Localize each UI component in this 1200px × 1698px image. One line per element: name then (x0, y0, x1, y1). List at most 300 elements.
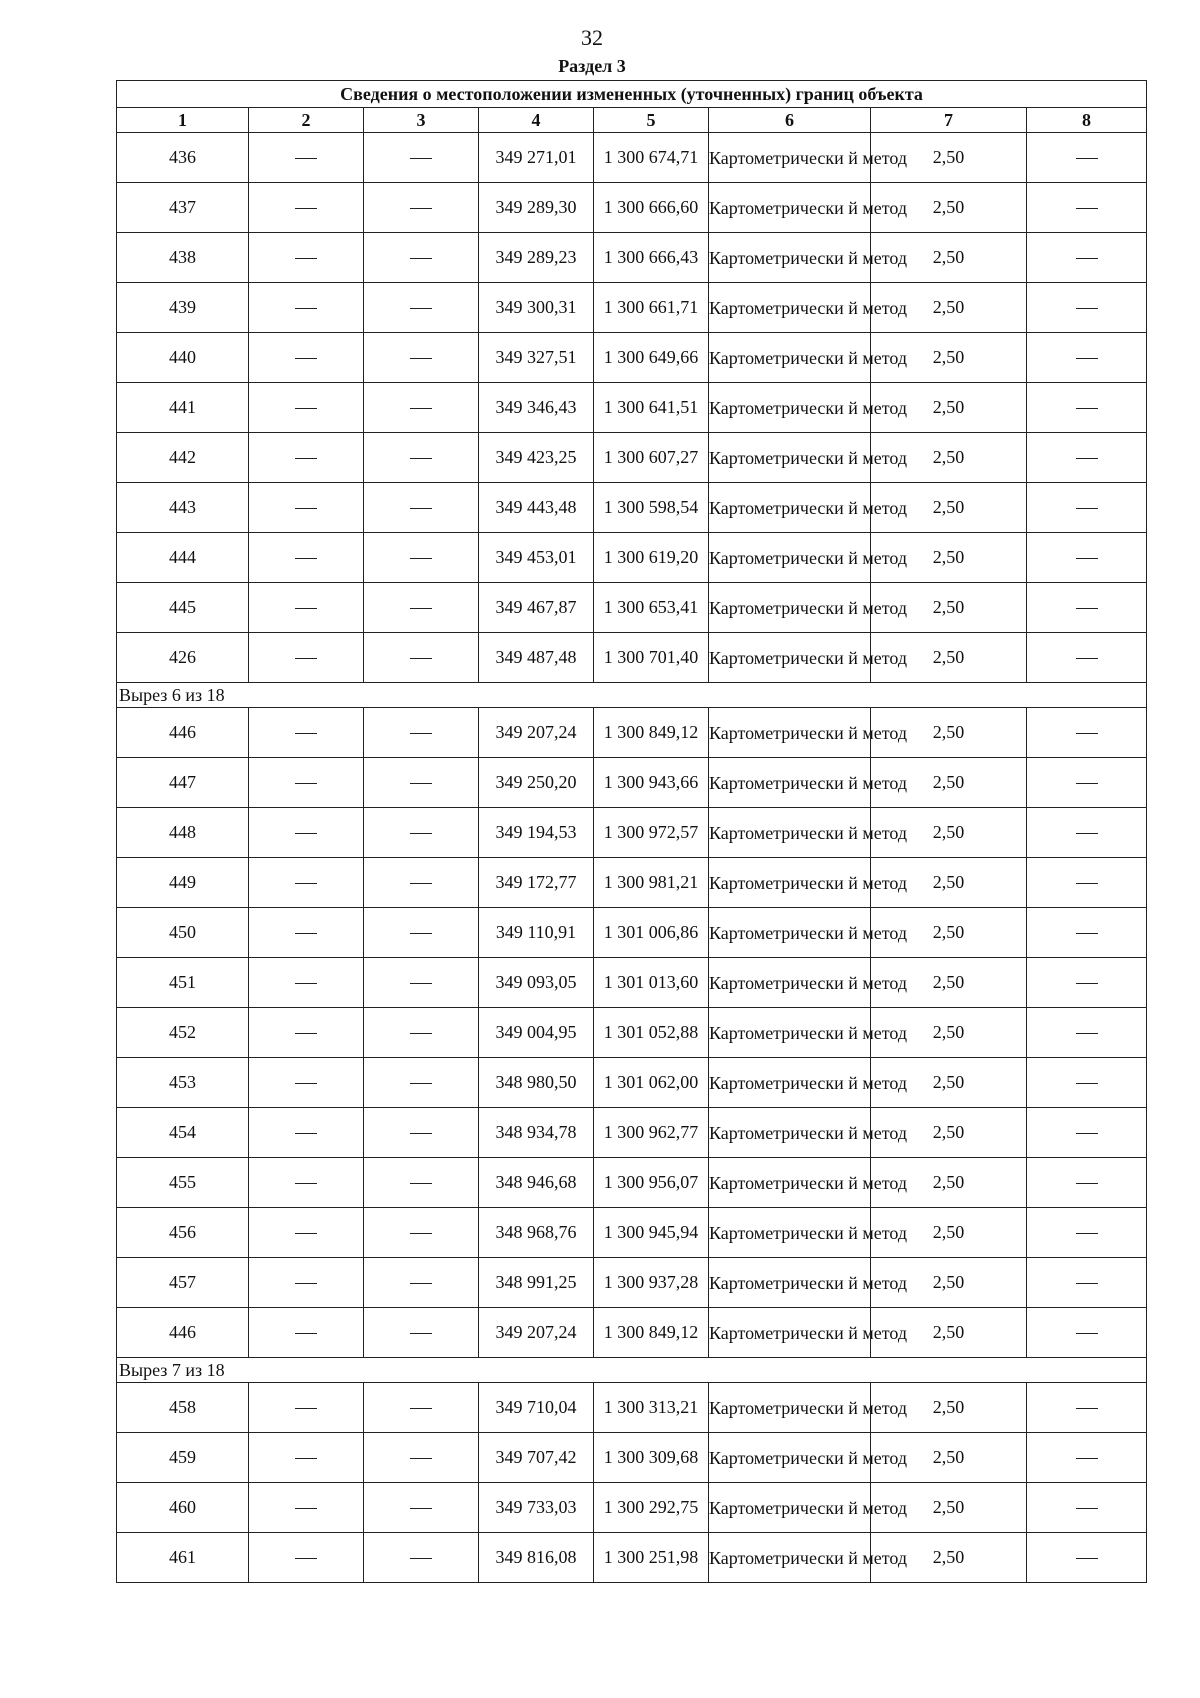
column-2-dash (249, 958, 364, 1008)
point-number: 451 (117, 958, 249, 1008)
coordinate-y: 1 300 849,12 (594, 1308, 709, 1358)
column-3-dash (364, 133, 479, 183)
dash-mark (295, 1233, 317, 1234)
coordinate-y: 1 300 666,60 (594, 183, 709, 233)
dash-mark (410, 933, 432, 934)
table-row (117, 233, 1147, 283)
table-row (117, 383, 1147, 433)
coordinate-x: 349 289,30 (479, 183, 594, 233)
dash-mark (1076, 883, 1098, 884)
coordinate-x: 348 980,50 (479, 1058, 594, 1108)
determination-method: Картометрически й метод (709, 1533, 871, 1583)
column-3-dash (364, 1483, 479, 1533)
accuracy-value: 2,50 (871, 483, 1027, 533)
table-row (117, 1158, 1147, 1208)
point-number: 456 (117, 1208, 249, 1258)
column-2-dash (249, 808, 364, 858)
dash-mark (410, 983, 432, 984)
accuracy-value: 2,50 (871, 858, 1027, 908)
point-number: 453 (117, 1058, 249, 1108)
dash-mark (295, 558, 317, 559)
dash-mark (295, 933, 317, 934)
column-8-dash (1027, 1008, 1147, 1058)
dash-mark (410, 358, 432, 359)
coordinate-y: 1 301 062,00 (594, 1058, 709, 1108)
accuracy-value: 2,50 (871, 183, 1027, 233)
coordinate-x: 349 346,43 (479, 383, 594, 433)
dash-mark (410, 558, 432, 559)
coordinate-x: 349 487,48 (479, 633, 594, 683)
coordinate-x: 349 004,95 (479, 1008, 594, 1058)
dash-mark (1076, 1558, 1098, 1559)
table-row (117, 533, 1147, 583)
coordinate-x: 348 991,25 (479, 1258, 594, 1308)
coordinate-x: 349 707,42 (479, 1433, 594, 1483)
column-header: 4 (479, 108, 594, 133)
coordinate-y: 1 300 251,98 (594, 1533, 709, 1583)
coordinate-x: 349 289,23 (479, 233, 594, 283)
column-2-dash (249, 383, 364, 433)
column-3-dash (364, 858, 479, 908)
column-2-dash (249, 1008, 364, 1058)
point-number: 452 (117, 1008, 249, 1058)
column-3-dash (364, 1433, 479, 1483)
column-8-dash (1027, 1483, 1147, 1533)
coordinate-y: 1 300 943,66 (594, 758, 709, 808)
column-2-dash (249, 708, 364, 758)
dash-mark (295, 608, 317, 609)
section-title: Раздел 3 (558, 56, 626, 76)
point-number: 457 (117, 1258, 249, 1308)
column-3-dash (364, 808, 479, 858)
coordinate-x: 349 194,53 (479, 808, 594, 858)
accuracy-value: 2,50 (871, 708, 1027, 758)
dash-mark (1076, 258, 1098, 259)
column-2-dash (249, 1383, 364, 1433)
table-row (117, 858, 1147, 908)
dash-mark (1076, 1233, 1098, 1234)
coordinate-x: 349 110,91 (479, 908, 594, 958)
column-3-dash (364, 1383, 479, 1433)
dash-mark (410, 1333, 432, 1334)
point-number: 455 (117, 1158, 249, 1208)
dash-mark (410, 258, 432, 259)
dash-mark (1076, 408, 1098, 409)
dash-mark (295, 408, 317, 409)
dash-mark (295, 1508, 317, 1509)
dash-mark (410, 308, 432, 309)
coordinate-x: 349 816,08 (479, 1533, 594, 1583)
coordinate-x: 349 443,48 (479, 483, 594, 533)
column-8-dash (1027, 1533, 1147, 1583)
accuracy-value: 2,50 (871, 383, 1027, 433)
determination-method: Картометрически й метод (709, 283, 871, 333)
column-header: 2 (249, 108, 364, 133)
dash-mark (1076, 783, 1098, 784)
column-8-dash (1027, 1158, 1147, 1208)
dash-mark (410, 508, 432, 509)
dash-mark (295, 208, 317, 209)
column-2-dash (249, 1058, 364, 1108)
column-8-dash (1027, 1433, 1147, 1483)
determination-method: Картометрически й метод (709, 1058, 871, 1108)
point-number: 426 (117, 633, 249, 683)
dash-mark (1076, 658, 1098, 659)
dash-mark (295, 658, 317, 659)
coordinate-y: 1 300 962,77 (594, 1108, 709, 1158)
dash-mark (410, 658, 432, 659)
dash-mark (410, 1508, 432, 1509)
column-2-dash (249, 1158, 364, 1208)
column-3-dash (364, 533, 479, 583)
column-2-dash (249, 183, 364, 233)
boundary-coordinates-table (116, 80, 1147, 1583)
column-header: 1 (117, 108, 249, 133)
dash-mark (410, 783, 432, 784)
column-3-dash (364, 233, 479, 283)
column-8-dash (1027, 1258, 1147, 1308)
accuracy-value: 2,50 (871, 1383, 1027, 1433)
coordinate-y: 1 300 674,71 (594, 133, 709, 183)
accuracy-value: 2,50 (871, 758, 1027, 808)
table-body (117, 133, 1147, 1583)
dash-mark (1076, 933, 1098, 934)
column-3-dash (364, 183, 479, 233)
accuracy-value: 2,50 (871, 1158, 1027, 1208)
column-8-dash (1027, 533, 1147, 583)
determination-method: Картометрически й метод (709, 533, 871, 583)
dash-mark (1076, 208, 1098, 209)
point-number: 449 (117, 858, 249, 908)
table-row (117, 633, 1147, 683)
dash-mark (410, 1133, 432, 1134)
accuracy-value: 2,50 (871, 1483, 1027, 1533)
point-number: 443 (117, 483, 249, 533)
point-number: 446 (117, 708, 249, 758)
point-number: 441 (117, 383, 249, 433)
determination-method: Картометрически й метод (709, 1383, 871, 1433)
determination-method: Картометрически й метод (709, 708, 871, 758)
point-number: 439 (117, 283, 249, 333)
dash-mark (295, 983, 317, 984)
table-row (117, 1058, 1147, 1108)
determination-method: Картометрически й метод (709, 1208, 871, 1258)
column-3-dash (364, 383, 479, 433)
column-3-dash (364, 1008, 479, 1058)
determination-method: Картометрически й метод (709, 133, 871, 183)
column-number-row (117, 108, 1147, 133)
determination-method: Картометрически й метод (709, 758, 871, 808)
dash-mark (410, 733, 432, 734)
column-8-dash (1027, 633, 1147, 683)
column-8-dash (1027, 333, 1147, 383)
dash-mark (295, 1558, 317, 1559)
coordinate-y: 1 300 666,43 (594, 233, 709, 283)
determination-method: Картометрически й метод (709, 333, 871, 383)
coordinate-x: 349 207,24 (479, 708, 594, 758)
determination-method: Картометрически й метод (709, 433, 871, 483)
dash-mark (1076, 1083, 1098, 1084)
point-number: 444 (117, 533, 249, 583)
point-number: 460 (117, 1483, 249, 1533)
dash-mark (295, 358, 317, 359)
dash-mark (410, 1233, 432, 1234)
determination-method: Картометрически й метод (709, 233, 871, 283)
coordinate-y: 1 300 945,94 (594, 1208, 709, 1258)
dash-mark (410, 1083, 432, 1084)
determination-method: Картометрически й метод (709, 483, 871, 533)
column-2-dash (249, 908, 364, 958)
coordinate-x: 349 250,20 (479, 758, 594, 808)
dash-mark (295, 1283, 317, 1284)
dash-mark (1076, 1458, 1098, 1459)
column-8-dash (1027, 758, 1147, 808)
table-row (117, 1483, 1147, 1533)
column-2-dash (249, 1108, 364, 1158)
column-8-dash (1027, 1208, 1147, 1258)
accuracy-value: 2,50 (871, 1058, 1027, 1108)
column-3-dash (364, 1108, 479, 1158)
coordinate-y: 1 300 313,21 (594, 1383, 709, 1433)
dash-mark (1076, 1408, 1098, 1409)
determination-method: Картометрически й метод (709, 583, 871, 633)
table-row (117, 808, 1147, 858)
dash-mark (1076, 1283, 1098, 1284)
dash-mark (410, 1408, 432, 1409)
column-8-dash (1027, 183, 1147, 233)
column-2-dash (249, 233, 364, 283)
table-row (117, 483, 1147, 533)
column-8-dash (1027, 233, 1147, 283)
coordinate-x: 349 467,87 (479, 583, 594, 633)
dash-mark (295, 1408, 317, 1409)
dash-mark (295, 308, 317, 309)
dash-mark (1076, 983, 1098, 984)
determination-method: Картометрически й метод (709, 808, 871, 858)
accuracy-value: 2,50 (871, 633, 1027, 683)
determination-method: Картометрически й метод (709, 1308, 871, 1358)
column-2-dash (249, 858, 364, 908)
coordinate-x: 349 453,01 (479, 533, 594, 583)
column-2-dash (249, 1258, 364, 1308)
column-3-dash (364, 1208, 479, 1258)
dash-mark (410, 158, 432, 159)
column-3-dash (364, 583, 479, 633)
column-2-dash (249, 433, 364, 483)
accuracy-value: 2,50 (871, 133, 1027, 183)
column-header: 5 (594, 108, 709, 133)
point-number: 448 (117, 808, 249, 858)
coordinate-y: 1 300 981,21 (594, 858, 709, 908)
accuracy-value: 2,50 (871, 1533, 1027, 1583)
coordinate-y: 1 300 649,66 (594, 333, 709, 383)
column-2-dash (249, 1208, 364, 1258)
point-number: 445 (117, 583, 249, 633)
table-row (117, 1383, 1147, 1433)
table-row (117, 1008, 1147, 1058)
accuracy-value: 2,50 (871, 808, 1027, 858)
coordinate-y: 1 301 006,86 (594, 908, 709, 958)
dash-mark (410, 1033, 432, 1034)
dash-mark (1076, 1508, 1098, 1509)
coordinate-y: 1 300 619,20 (594, 533, 709, 583)
table-row (117, 758, 1147, 808)
coordinate-y: 1 300 849,12 (594, 708, 709, 758)
coordinate-y: 1 300 701,40 (594, 633, 709, 683)
determination-method: Картометрически й метод (709, 1108, 871, 1158)
point-number: 438 (117, 233, 249, 283)
accuracy-value: 2,50 (871, 1308, 1027, 1358)
coordinate-x: 349 300,31 (479, 283, 594, 333)
dash-mark (1076, 608, 1098, 609)
determination-method: Картометрически й метод (709, 1158, 871, 1208)
dash-mark (410, 883, 432, 884)
dash-mark (295, 883, 317, 884)
accuracy-value: 2,50 (871, 1108, 1027, 1158)
table-row (117, 708, 1147, 758)
column-2-dash (249, 1483, 364, 1533)
dash-mark (410, 1183, 432, 1184)
column-8-dash (1027, 383, 1147, 433)
coordinate-y: 1 300 607,27 (594, 433, 709, 483)
table-row (117, 1533, 1147, 1583)
point-number: 440 (117, 333, 249, 383)
column-3-dash (364, 758, 479, 808)
table-row (117, 1433, 1147, 1483)
page-number: 32 (581, 25, 603, 50)
column-3-dash (364, 1308, 479, 1358)
accuracy-value: 2,50 (871, 433, 1027, 483)
column-2-dash (249, 333, 364, 383)
column-2-dash (249, 583, 364, 633)
column-2-dash (249, 1533, 364, 1583)
dash-mark (410, 408, 432, 409)
point-number: 459 (117, 1433, 249, 1483)
determination-method: Картометрически й метод (709, 383, 871, 433)
column-3-dash (364, 708, 479, 758)
coordinate-x: 348 968,76 (479, 1208, 594, 1258)
column-2-dash (249, 633, 364, 683)
coordinate-y: 1 300 292,75 (594, 1483, 709, 1533)
table-row (117, 433, 1147, 483)
point-number: 436 (117, 133, 249, 183)
column-8-dash (1027, 1108, 1147, 1158)
dash-mark (295, 1458, 317, 1459)
column-8-dash (1027, 583, 1147, 633)
coordinate-y: 1 300 956,07 (594, 1158, 709, 1208)
dash-mark (410, 833, 432, 834)
dash-mark (410, 1283, 432, 1284)
dash-mark (410, 1458, 432, 1459)
accuracy-value: 2,50 (871, 1208, 1027, 1258)
column-header: 8 (1027, 108, 1147, 133)
dash-mark (1076, 508, 1098, 509)
coordinate-y: 1 300 598,54 (594, 483, 709, 533)
dash-mark (295, 783, 317, 784)
coordinate-x: 348 934,78 (479, 1108, 594, 1158)
column-8-dash (1027, 133, 1147, 183)
column-3-dash (364, 1058, 479, 1108)
dash-mark (295, 833, 317, 834)
column-3-dash (364, 908, 479, 958)
accuracy-value: 2,50 (871, 1258, 1027, 1308)
accuracy-value: 2,50 (871, 908, 1027, 958)
dash-mark (1076, 158, 1098, 159)
determination-method: Картометрически й метод (709, 1433, 871, 1483)
dash-mark (1076, 358, 1098, 359)
determination-method: Картометрически й метод (709, 1258, 871, 1308)
point-number: 442 (117, 433, 249, 483)
column-header: 7 (871, 108, 1027, 133)
coordinate-x: 349 172,77 (479, 858, 594, 908)
coordinate-x: 349 271,01 (479, 133, 594, 183)
dash-mark (1076, 458, 1098, 459)
column-3-dash (364, 333, 479, 383)
determination-method: Картометрически й метод (709, 858, 871, 908)
column-8-dash (1027, 433, 1147, 483)
table-row (117, 283, 1147, 333)
coordinate-y: 1 300 309,68 (594, 1433, 709, 1483)
column-3-dash (364, 1533, 479, 1583)
column-8-dash (1027, 958, 1147, 1008)
column-2-dash (249, 483, 364, 533)
coordinate-y: 1 300 972,57 (594, 808, 709, 858)
point-number: 461 (117, 1533, 249, 1583)
point-number: 437 (117, 183, 249, 233)
determination-method: Картометрически й метод (709, 908, 871, 958)
point-number: 447 (117, 758, 249, 808)
column-8-dash (1027, 1383, 1147, 1433)
dash-mark (1076, 733, 1098, 734)
column-2-dash (249, 533, 364, 583)
column-8-dash (1027, 858, 1147, 908)
coordinate-y: 1 300 653,41 (594, 583, 709, 633)
column-3-dash (364, 433, 479, 483)
column-3-dash (364, 283, 479, 333)
dash-mark (410, 458, 432, 459)
dash-mark (410, 608, 432, 609)
dash-mark (295, 1183, 317, 1184)
column-3-dash (364, 483, 479, 533)
coordinate-x: 349 093,05 (479, 958, 594, 1008)
accuracy-value: 2,50 (871, 233, 1027, 283)
table-row (117, 1258, 1147, 1308)
dash-mark (295, 158, 317, 159)
dash-mark (1076, 1033, 1098, 1034)
table-caption: Сведения о местоположении измененных (уточненных) границ объекта (117, 81, 1147, 108)
coordinate-y: 1 301 052,88 (594, 1008, 709, 1058)
determination-method: Картометрически й метод (709, 633, 871, 683)
determination-method: Картометрически й метод (709, 1483, 871, 1533)
dash-mark (295, 1083, 317, 1084)
accuracy-value: 2,50 (871, 333, 1027, 383)
point-number: 446 (117, 1308, 249, 1358)
column-2-dash (249, 283, 364, 333)
column-3-dash (364, 1258, 479, 1308)
dash-mark (295, 1133, 317, 1134)
column-8-dash (1027, 1058, 1147, 1108)
accuracy-value: 2,50 (871, 583, 1027, 633)
dash-mark (1076, 1333, 1098, 1334)
table-row (117, 1108, 1147, 1158)
cut-label-row (117, 1358, 1147, 1383)
dash-mark (410, 208, 432, 209)
table-row (117, 333, 1147, 383)
accuracy-value: 2,50 (871, 1008, 1027, 1058)
table-row (117, 1208, 1147, 1258)
dash-mark (295, 1333, 317, 1334)
cut-label: Вырез 7 из 18 (117, 1358, 1147, 1383)
